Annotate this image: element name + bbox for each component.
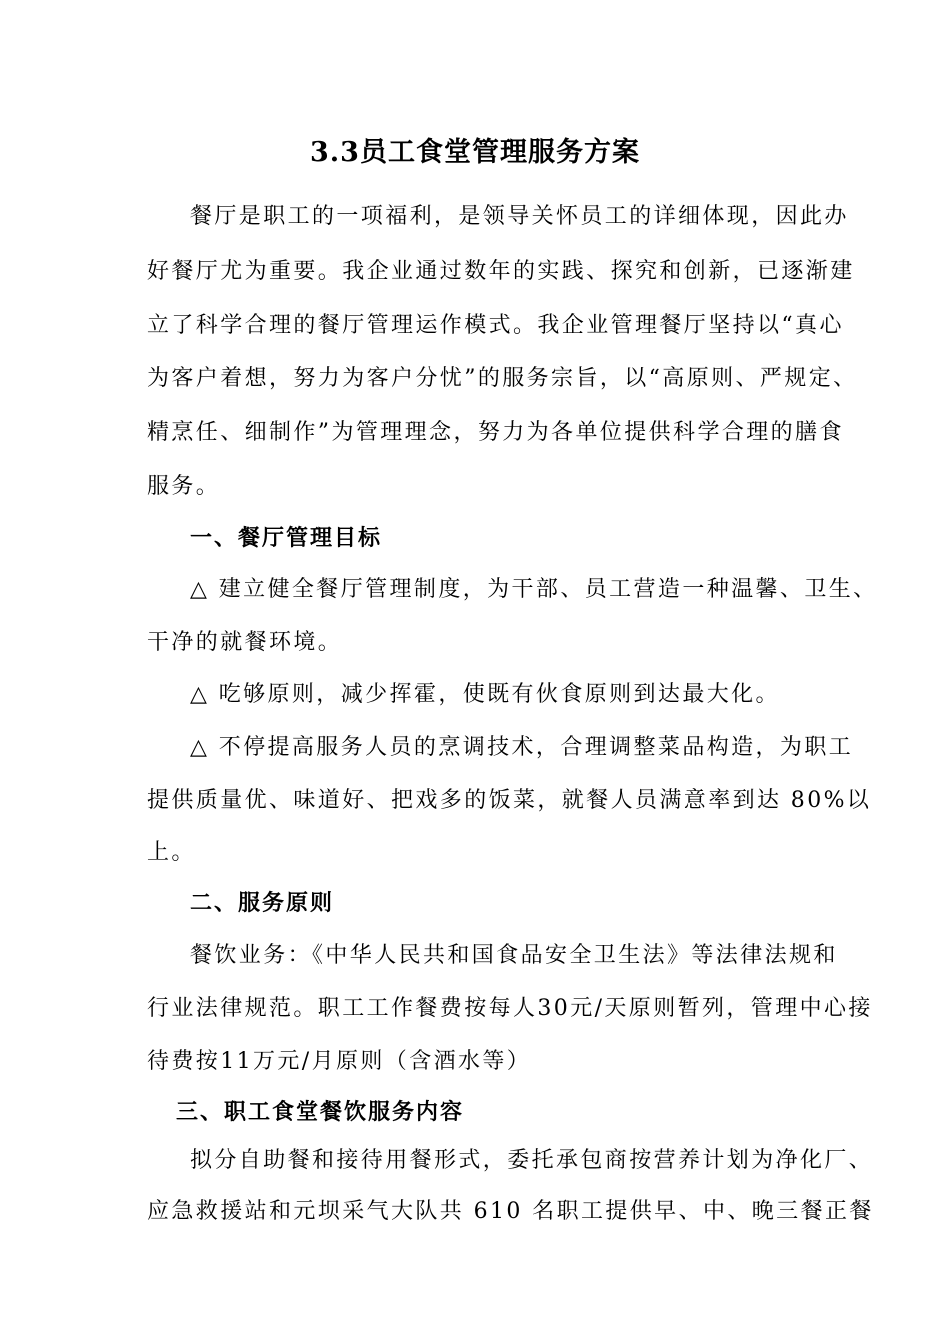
section-line: 餐饮业务：《中华人民共和国食品安全卫生法》等法律法规和 (190, 943, 838, 968)
section-line: 拟分自助餐和接待用餐形式，委托承包商按营养计划为净化厂、 (190, 1148, 874, 1173)
section-heading: 一、餐厅管理目标 (190, 525, 383, 551)
section-line: △ 建立健全餐厅管理制度，为干部、员工营造一种温馨、卫生、 (190, 577, 878, 602)
section-line: △ 不停提高服务人员的烹调技术，合理调整菜品构造，为职工 (190, 735, 854, 760)
intro-line: 餐厅是职工的一项福利，是领导关怀员工的详细体现，因此办 (190, 204, 849, 229)
intro-line: 好餐厅尤为重要。我企业通过数年的实践、探究和创新，已逐渐建 (147, 259, 855, 284)
section-line: 待费按11万元/月原则（含酒水等） (147, 1049, 532, 1074)
section-line: 干净的就餐环境。 (147, 630, 343, 655)
section-line: 上。 (147, 840, 196, 865)
section-line: 提供质量优、味道好、把戏多的饭菜，就餐人员满意率到达 80%以 (147, 788, 872, 813)
intro-line: 精烹任、细制作”为管理理念，努力为各单位提供科学合理的膳食 (147, 420, 844, 445)
intro-line: 服务。 (147, 474, 221, 499)
section-heading: 二、服务原则 (190, 890, 335, 916)
section-line: 行业法律规范。职工工作餐费按每人30元/天原则暂列，管理中心接 (147, 996, 873, 1021)
intro-line: 为客户着想，努力为客户分忧”的服务宗旨，以“高原则、严规定、 (147, 366, 858, 391)
section-line: 应急救援站和元坝采气大队共 610 名职工提供早、中、晚三餐正餐 (147, 1199, 874, 1224)
intro-line: 立了科学合理的餐厅管理运作模式。我企业管理餐厅坚持以“真心 (147, 313, 844, 338)
section-line: △ 吃够原则，减少挥霍，使既有伙食原则到达最大化。 (190, 682, 780, 707)
section-heading: 三、职工食堂餐饮服务内容 (176, 1099, 465, 1125)
page-title: 3.3员工食堂管理服务方案 (310, 137, 640, 168)
